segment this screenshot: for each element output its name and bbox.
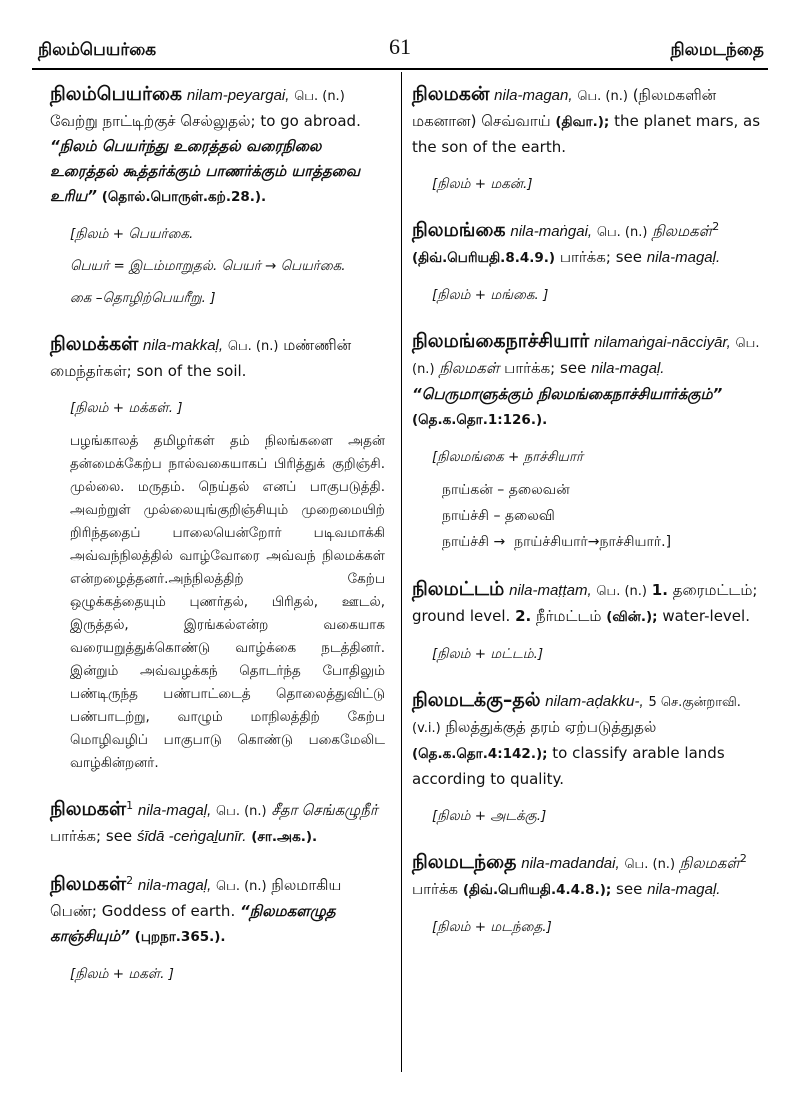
- etymology-line: [நிலம் + மங்கை. ]: [432, 287, 549, 303]
- transliteration: nila-maṅgai,: [510, 223, 593, 240]
- etymology-line: [நிலம் + மட்டம்.]: [432, 646, 544, 662]
- etymology: [70, 396, 385, 420]
- see-tamil: பார்க்க;: [50, 827, 102, 845]
- entry-body: [412, 688, 764, 792]
- entry-body: [412, 218, 764, 271]
- headword: நிலமகள்: [50, 873, 127, 895]
- entry-nilam-peyargai: [50, 82, 385, 310]
- see-tamil: பார்க்க;: [504, 359, 556, 377]
- quotation: “பெருமாளுக்கும் நிலமங்கைநாச்சியார்க்கும்”: [412, 385, 723, 403]
- quotation: “நிலமகளழுத காஞ்சியும்”: [50, 902, 336, 945]
- homonym-number: 1: [126, 799, 134, 812]
- homonym-number: 2: [739, 852, 747, 865]
- etymology-line: [நிலமங்கை + நாச்சியார்: [432, 449, 584, 465]
- entry-nila-magal-1: [50, 797, 385, 850]
- grammar-tag: பெ. (n.): [294, 89, 345, 104]
- see-label: see: [560, 359, 587, 377]
- explanatory-note: பழங்காலத் தமிழர்கள் தம் நிலங்களை அதன் தன்மைக்கேற்ப நால்வகையாகப் பிரித்துக் குறிஞ்சி. முல்லை. மருதம். நெய்தல் எனப் பாகுபடுத்தி. அவற்றுள் முல்லையுங்குறிஞ்சியும் முறைமையிற் றிரிந்ததைப் பாலையென்றோர் படிவமாக்கி அவ்வந்நிலத்தில் வாழ்வோரை அவ்வந் நிலமக்கள் என்றழைத்தனர்.அந்நிலத்திற் கேற்ப ஒழுக்கத்தையும் புணர்தல், பிரிதல், ஊடல், இருத்தல், இரங்கல்என்ற வகையாக வரையறுத்துக்கொண்டு வாழ்க்கை நடத்தினர். இன்றும் அவ்வழக்கந் தொடர்ந்த போதிலும் பண்டிருந்த பண்பாட்டைத் தொலைத்துவிட்டு பண்பாடற்று, வாழும் மாநிலத்திற் கேற்ப மொழிவழிப் பாகுபாடு கொண்டு பகைமேலிட வாழ்கின்றனர்.: [70, 433, 385, 771]
- definition-english: to classify arable lands according to quality.: [412, 744, 725, 788]
- etymology-line: [நிலம் + மகள். ]: [70, 966, 174, 982]
- entry-nilamangai-nacciyar: [412, 329, 764, 555]
- etymology: [432, 283, 764, 307]
- entry-nila-mangai: [412, 218, 764, 307]
- headword: நிலமக்கள்: [50, 333, 139, 355]
- transliteration: nila-maṭṭam,: [509, 582, 592, 599]
- etymology: [432, 445, 764, 469]
- grammar-tag: பெ. (n.): [412, 336, 760, 377]
- page-header: [32, 22, 768, 66]
- column-divider: [401, 72, 402, 1072]
- entry-nila-magan: [412, 82, 764, 196]
- see-word: nila-magaḷ.: [646, 249, 721, 266]
- entry-body: [412, 329, 764, 433]
- entry-nila-magal-2: [50, 872, 385, 986]
- definition-english: water-level.: [662, 607, 750, 625]
- etymology: [70, 962, 385, 986]
- entry-nilam-adakku: [412, 688, 764, 828]
- etymology: [70, 222, 385, 310]
- transliteration: nilam-peyargai,: [186, 87, 290, 104]
- see-word: nila-magaḷ.: [591, 360, 665, 377]
- transliteration: nila-magan,: [494, 87, 573, 104]
- entry-nila-makkal: [50, 332, 385, 775]
- definition-tamil: (நிலமகளின் மகனான) செவ்வாய்: [412, 86, 717, 130]
- grammar-tag: பெ. (n.): [624, 857, 676, 872]
- headword: நிலமடக்கு–தல்: [412, 689, 541, 711]
- grammar-tag: பெ. (n.): [216, 879, 267, 894]
- definition-english: ground level.: [412, 607, 511, 625]
- grammar-tag: 5 செ.குன்றாவி.: [648, 695, 741, 710]
- entry-body: [50, 82, 385, 210]
- transliteration: nila-magaḷ,: [137, 802, 212, 819]
- headword: நிலமகள்: [50, 798, 127, 820]
- see-tamil: பார்க்க;: [559, 248, 611, 266]
- see-label: see: [616, 880, 643, 898]
- etymology-line: கை –தொழிற்பெயரீறு. ]: [70, 290, 216, 306]
- homonym-number: 2: [712, 220, 720, 233]
- grammar-tag: பெ. (n.): [577, 89, 628, 104]
- grammar-tag: பெ. (n.): [596, 584, 647, 599]
- source-reference: (தெ.க.தொ.4:142.);: [412, 746, 548, 762]
- headword: நிலமங்கைநாச்சியார்: [412, 330, 590, 352]
- see-label: see: [105, 827, 133, 845]
- entry-nila-madandai: [412, 850, 764, 939]
- quotation: “நிலம் பெயர்ந்து உரைத்தல் வரைநிலை உரைத்தல் கூத்தர்க்கும் பாணர்க்கும் யாத்தவை உரிய”: [50, 137, 361, 205]
- running-head-left: நிலம்பெயர்கை: [38, 40, 157, 60]
- headword: நிலமங்கை: [412, 219, 506, 241]
- cross-reference: நிலமகள்: [439, 360, 500, 377]
- grammar-tag: பெ. (n.): [227, 339, 279, 354]
- see-label: see: [615, 248, 642, 266]
- definition-tamil: நிலமாகிய பெண்;: [50, 876, 342, 920]
- etymology-line: நாய்கன் – தலைவன்: [442, 482, 570, 498]
- headword: நிலமடந்தை: [412, 851, 517, 873]
- cross-reference: சீதா செங்கழுநீர்: [271, 802, 378, 819]
- entry-body: [412, 850, 764, 903]
- etymology-line: [நிலம் + பெயர்கை.: [70, 226, 194, 242]
- source-reference: (திவ்.பெரியதி.8.4.9.): [412, 250, 556, 266]
- transliteration: nilamaṅgai-nācciyār,: [594, 334, 731, 351]
- source-reference: (புறநா.365.).: [134, 929, 226, 945]
- grammar-tag: பெ. (n.): [216, 804, 267, 819]
- grammar-tag: பெ. (n.): [596, 225, 648, 240]
- source-reference: (திவா.);: [555, 114, 610, 130]
- etymology-line: நாய்ச்சி → நாய்ச்சியார்→நாச்சியார்.]: [442, 534, 672, 550]
- definition-tamil: நிலத்துக்குத் தரம் ஏற்படுத்துதல்: [445, 718, 657, 736]
- etymology: [432, 172, 764, 196]
- etymology-line: [நிலம் + மகன்.]: [432, 176, 533, 192]
- source-reference: (தொல்.பொருள்.கற்.28.).: [101, 189, 267, 205]
- grammar-tag-english: (v.i.): [412, 721, 441, 736]
- entry-body: [50, 332, 385, 384]
- entry-nila-mattam: [412, 577, 764, 666]
- transliteration: nilam-aḍakku-,: [545, 693, 644, 710]
- transliteration: nila-makkaḷ,: [143, 337, 224, 354]
- cross-reference: நிலமகள்: [652, 223, 713, 240]
- transliteration: nila-madandai,: [521, 855, 620, 872]
- etymology-line: [நிலம் + மடந்தை.]: [432, 919, 552, 935]
- etymology-line: [நிலம் + அடக்கு.]: [432, 808, 547, 824]
- see-tamil: பார்க்க: [412, 880, 459, 898]
- definition-tamil: நீர்மட்டம்: [535, 607, 602, 625]
- definition-tamil: மண்ணின் மைந்தர்கள்;: [50, 336, 352, 380]
- etymology-line: நாய்ச்சி – தலைவி: [442, 508, 555, 524]
- entry-body: [50, 872, 385, 950]
- source-reference: (வின்.);: [606, 609, 658, 625]
- definition-tamil: தரைமட்டம்;: [672, 581, 758, 599]
- left-column: [50, 82, 385, 1008]
- sense-number: 2.: [515, 607, 532, 625]
- etymology-derivation: [442, 477, 764, 555]
- etymology-line: [நிலம் + மக்கள். ]: [70, 400, 183, 416]
- source-reference: (சா.அக.).: [251, 829, 318, 845]
- page-number: 61: [389, 34, 411, 59]
- definition-english: the planet mars, as the son of the earth.: [412, 112, 761, 156]
- etymology: [432, 642, 764, 666]
- definition-english: Goddess of earth.: [101, 902, 236, 920]
- cross-reference: நிலமகள்: [679, 855, 740, 872]
- entry-body: [412, 577, 764, 630]
- etymology: [432, 915, 764, 939]
- entry-body: [50, 797, 385, 850]
- right-column: [412, 82, 764, 961]
- see-word: śīdā -ceṅgaḻunīr.: [136, 828, 247, 845]
- headword: நிலமட்டம்: [412, 578, 505, 600]
- headword: நிலம்பெயர்கை: [50, 83, 183, 105]
- source-reference: (திவ்.பெரியதி.4.4.8.);: [462, 882, 612, 898]
- header-rule: [32, 68, 768, 70]
- entry-body: [412, 82, 764, 160]
- etymology: [432, 804, 764, 828]
- definition-english: son of the soil.: [136, 362, 247, 380]
- running-head-right: நிலமடந்தை: [670, 40, 764, 60]
- sense-number: 1.: [651, 581, 668, 599]
- definition-tamil: வேற்று நாட்டிற்குச் செல்லுதல்;: [50, 112, 256, 130]
- see-word: nila-magaḷ.: [647, 881, 721, 898]
- homonym-number: 2: [126, 874, 134, 887]
- headword: நிலமகன்: [412, 83, 490, 105]
- definition-english: to go abroad.: [260, 112, 361, 130]
- etymology-line: பெயர் = இடம்மாறுதல். பெயர் → பெயர்கை.: [70, 258, 346, 274]
- transliteration: nila-magaḷ,: [137, 877, 212, 894]
- source-reference: (தெ.க.தொ.1:126.).: [412, 412, 548, 428]
